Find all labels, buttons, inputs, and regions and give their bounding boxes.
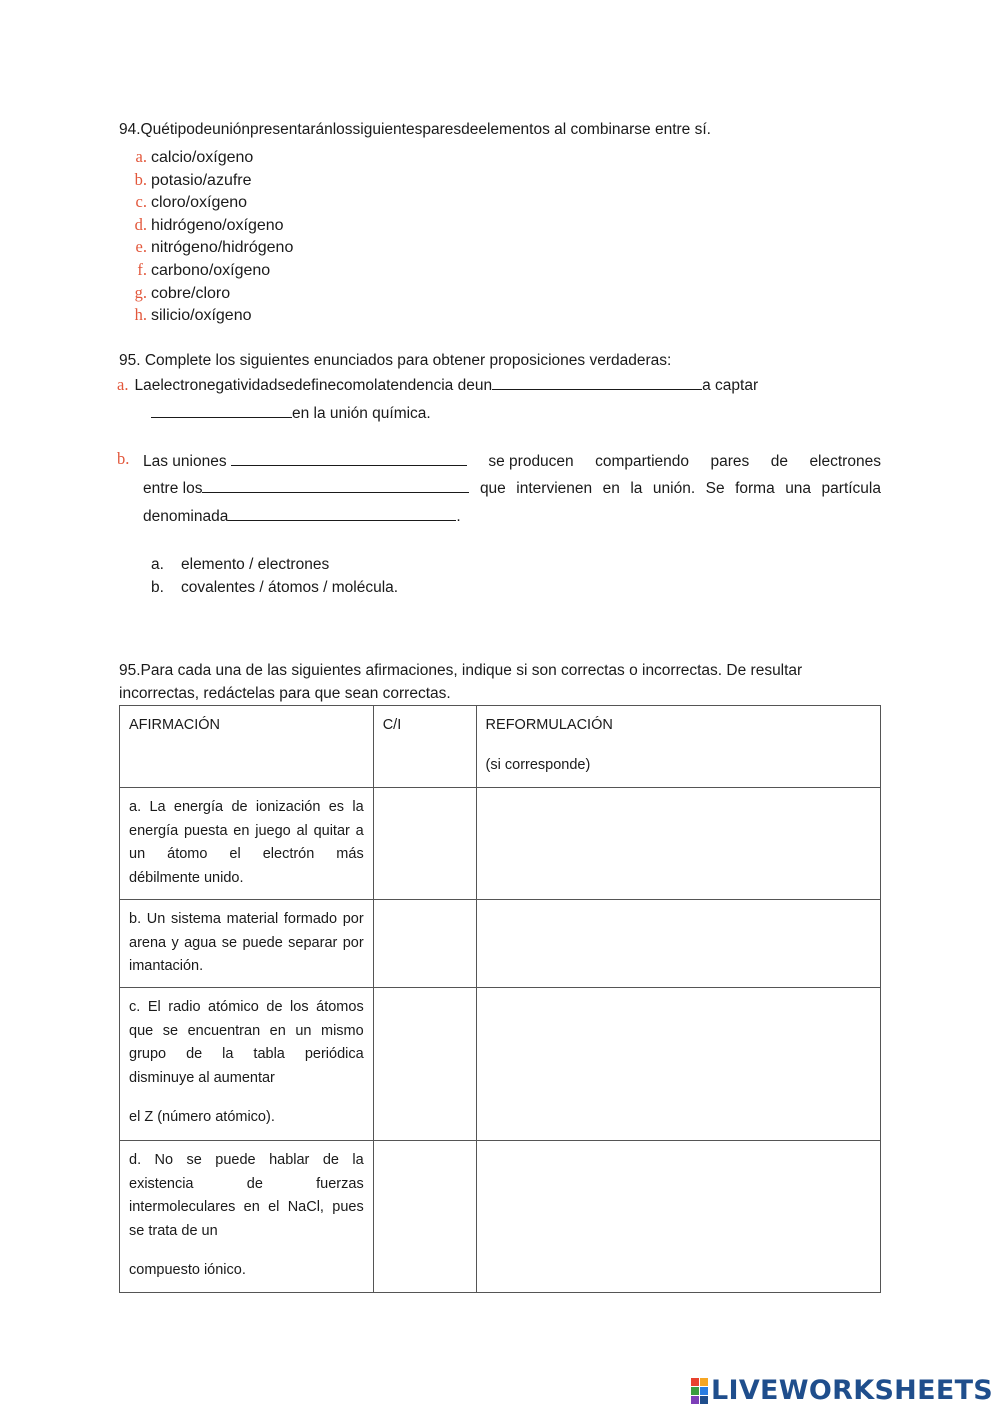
- b-word: Se: [705, 480, 725, 497]
- b-text: Las uniones: [143, 453, 227, 470]
- option-text: covalentes / átomos / molécula.: [181, 579, 399, 596]
- item-letter: d.: [134, 214, 147, 234]
- item-text: cobre/cloro: [151, 284, 231, 302]
- item-letter: b.: [117, 449, 130, 468]
- a-text2: a captar: [702, 377, 759, 394]
- item-letter: f.: [137, 259, 147, 279]
- item-letter: a.: [135, 147, 147, 166]
- intro-line: incorrectas, redáctelas para que sean correctas.: [119, 685, 451, 702]
- q95a-b-line2: [143, 477, 881, 498]
- table-row: [120, 900, 881, 988]
- answer-blank-b3[interactable]: [228, 505, 456, 521]
- q95a-a-line1: [117, 374, 758, 395]
- list-item: [127, 169, 293, 192]
- b-word: partícula: [821, 480, 881, 497]
- logo-block: [700, 1378, 708, 1386]
- q95b-intro: [119, 659, 881, 705]
- item-text: hidrógeno/oxígeno: [151, 216, 284, 234]
- answer-blank-b1[interactable]: [231, 450, 467, 466]
- q94-title: 94.Quétipodeuniónpresentaránlossiguientesparesdeelementos al combinarse entre sí.: [119, 121, 711, 138]
- a-text3: en la unión química.: [292, 405, 431, 422]
- item-text: calcio/oxígeno: [151, 149, 254, 166]
- b-word: que: [479, 480, 506, 497]
- a-text1: Laelectronegatividadsedefinecomolatendencia deun: [134, 377, 493, 394]
- item-letter: h.: [134, 305, 147, 325]
- option-letter: b.: [151, 579, 164, 596]
- list-item: [127, 146, 293, 169]
- afirmacion-text: c. El radio atómico de los átomos que se encuentran en un mismo grupo de la tabla periódica disminuye al aumentar: [129, 999, 364, 1086]
- list-item: [127, 282, 293, 305]
- b-word: la: [630, 480, 643, 497]
- answer-blank-a1[interactable]: [492, 374, 702, 390]
- item-letter: g.: [134, 282, 147, 302]
- b-word: una: [785, 480, 812, 497]
- afirmacion-text: a. La energía de ionización es la energía puesta en juego al quitar a un átomo el electrón más débilmente unido.: [129, 799, 364, 886]
- b-word: electrones: [809, 453, 881, 470]
- item-letter: b.: [134, 169, 147, 189]
- header-reform-title: REFORMULACIÓN: [485, 717, 613, 733]
- liveworksheets-logo: [691, 1375, 993, 1406]
- reformulacion-answer-cell[interactable]: [476, 900, 880, 988]
- afirmacion-cell: [120, 1141, 374, 1293]
- logo-text: LIVEWORKSHEETS: [711, 1375, 994, 1406]
- list-item: [127, 259, 293, 282]
- q95a-b-line1: [143, 450, 881, 471]
- list-item: [127, 214, 293, 237]
- b-word: unión.: [652, 480, 696, 497]
- afirmacion-cell: [120, 988, 374, 1141]
- reformulacion-answer-cell[interactable]: [476, 788, 880, 900]
- b-text: entre los: [143, 480, 203, 497]
- afirmacion-cell: [120, 900, 374, 988]
- b-text: .: [456, 508, 461, 525]
- afirmacion-text-cont: el Z (número atómico).: [129, 1109, 275, 1125]
- logo-block: [691, 1387, 699, 1395]
- b-word: forma: [735, 480, 775, 497]
- answer-options: [151, 553, 398, 599]
- logo-block: [700, 1387, 708, 1395]
- b-word: se producen: [488, 453, 574, 470]
- logo-block: [691, 1378, 699, 1386]
- b-word: en: [602, 480, 620, 497]
- ci-answer-cell[interactable]: [373, 988, 476, 1141]
- reformulacion-answer-cell[interactable]: [476, 988, 880, 1141]
- item-letter: a.: [117, 375, 129, 394]
- table-row: [120, 988, 881, 1141]
- b-word: intervienen: [516, 480, 593, 497]
- item-letter: c.: [135, 192, 147, 212]
- item-text: carbono/oxígeno: [151, 261, 271, 279]
- logo-block: [691, 1396, 699, 1404]
- answer-blank-b2[interactable]: [202, 477, 469, 493]
- header-ci: C/I: [373, 706, 476, 788]
- ci-answer-cell[interactable]: [373, 900, 476, 988]
- header-reform-sub: (si corresponde): [485, 756, 591, 773]
- q95a-b-line3: [143, 505, 461, 526]
- table-row: [120, 788, 881, 900]
- ci-answer-cell[interactable]: [373, 788, 476, 900]
- reformulacion-answer-cell[interactable]: [476, 1141, 880, 1293]
- list-item: [127, 236, 293, 259]
- item-text: silicio/oxígeno: [151, 307, 252, 325]
- logo-blocks-icon: [691, 1378, 708, 1404]
- item-text: potasio/azufre: [151, 171, 252, 189]
- list-item: [151, 576, 398, 599]
- table-row: [120, 1141, 881, 1293]
- q94-list: [127, 146, 293, 327]
- b-word: pares: [710, 453, 750, 470]
- logo-block: [700, 1396, 708, 1404]
- b-text: denominada: [143, 508, 229, 525]
- b-word: de: [770, 453, 788, 470]
- item-text: cloro/oxígeno: [151, 194, 248, 212]
- table-header-row: [120, 706, 881, 788]
- afirmacion-text-cont: compuesto iónico.: [129, 1262, 246, 1278]
- list-item: [127, 304, 293, 327]
- answer-blank-a2[interactable]: [151, 402, 292, 418]
- afirmaciones-table: [119, 705, 881, 1293]
- header-afirmacion: AFIRMACIÓN: [120, 706, 374, 788]
- list-item: [151, 553, 398, 576]
- list-item: [127, 191, 293, 214]
- afirmacion-text: d. No se puede hablar de la existencia de fuerzas intermoleculares en el NaCl, pues se trata de un: [129, 1152, 364, 1239]
- header-reformulacion: [476, 706, 880, 788]
- item-letter: e.: [135, 237, 147, 257]
- option-text: elemento / electrones: [181, 556, 330, 573]
- afirmacion-text: b. Un sistema material formado por arena y agua se puede separar por imantación.: [129, 911, 364, 974]
- q95a-title: 95. Complete los siguientes enunciados para obtener proposiciones verdaderas:: [119, 352, 672, 369]
- option-letter: a.: [151, 556, 164, 573]
- b-word: compartiendo: [595, 453, 690, 470]
- ci-answer-cell[interactable]: [373, 1141, 476, 1293]
- item-text: nitrógeno/hidrógeno: [151, 239, 294, 257]
- afirmacion-cell: [120, 788, 374, 900]
- intro-line: 95.Para cada una de las siguientes afirmaciones, indique si son correctas o incorrectas. De resultar: [119, 662, 803, 679]
- q95a-a-line2: [151, 402, 431, 423]
